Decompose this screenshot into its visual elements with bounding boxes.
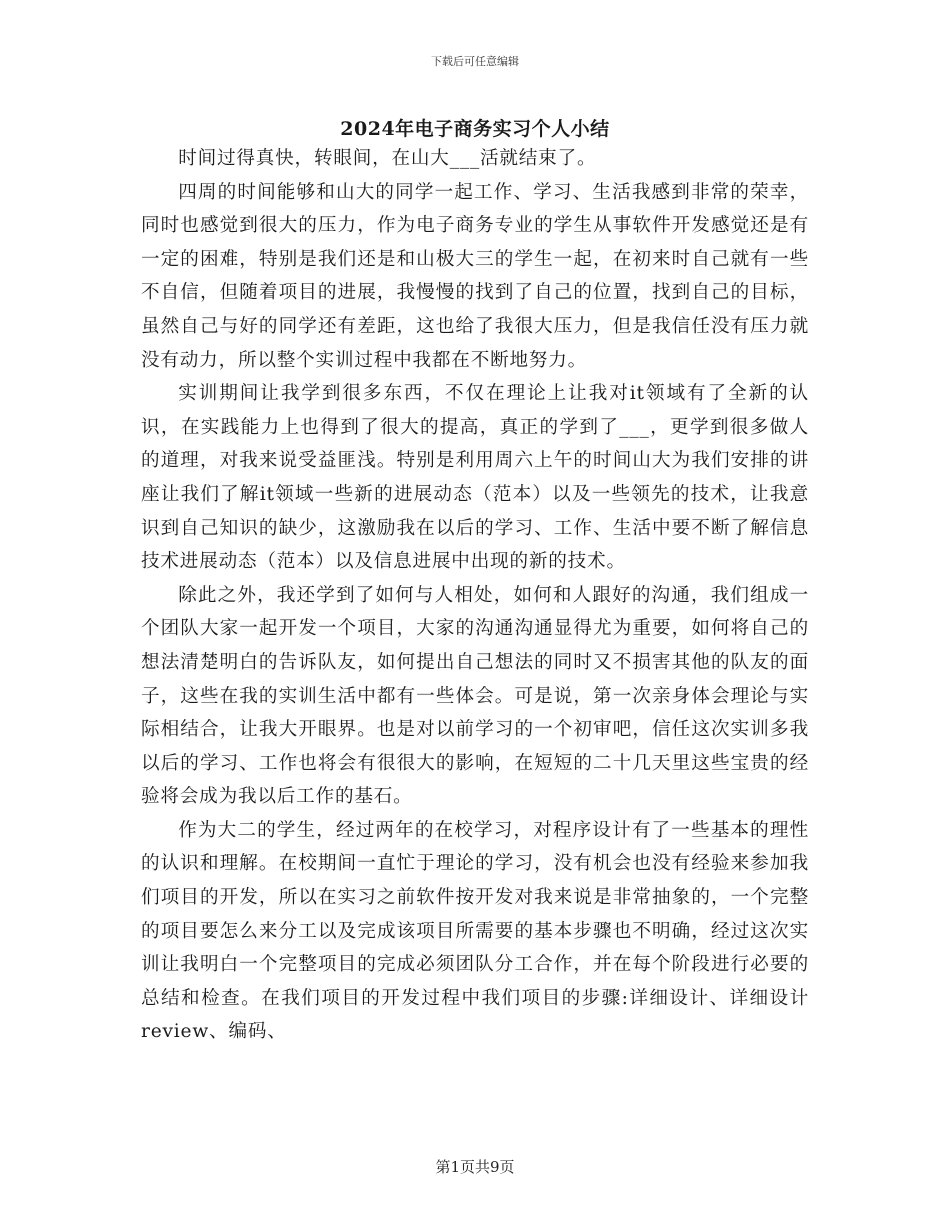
paragraph: 四周的时间能够和山大的同学一起工作、学习、生活我感到非常的荣幸，同时也感觉到很大的压力，作为电子商务专业的学生从事软件开发感觉还是有一定的困难，特别是我们还是和山极大三的学生一起，在初来时自己就有一些不自信，但随着项目的进展，我慢慢的找到了自己的位置，找到自己的目标，虽然自己与好的同学还有差距，这也给了我很大压力，但是我信任没有压力就没有动力，所以整个实训过程中我都在不断地努力。 xyxy=(141,181,809,371)
paragraph: 作为大二的学生，经过两年的在校学习，对程序设计有了一些基本的理性的认识和理解。在校期间一直忙于理论的学习，没有机会也没有经验来参加我们项目的开发，所以在实习之前软件按开发对我来说是非常抽象的，一个完整的项目要怎么来分工以及完成该项目所需要的基本步骤也不明确，经过这次实训让我明白一个完整项目的完成必须团队分工合作，并在每个阶段进行必要的总结和检查。在我们项目的开发过程中我们项目的步骤:详细设计、详细设计review、编码、 xyxy=(141,819,809,1043)
paragraph: 时间过得真快，转眼间，在山大___活就结束了。 xyxy=(178,148,597,169)
document-title: 2024年电子商务实习个人小结 xyxy=(340,118,610,140)
page-number: 第1页共9页 xyxy=(435,1158,515,1176)
paragraph: 实训期间让我学到很多东西，不仅在理论上让我对it领域有了全新的认识，在实践能力上也得到了很大的提高，真正的学到了___，更学到很多做人的道理，对我来说受益匪浅。特别是利用周六上午的时间山大为我们安排的讲座让我们了解it领域一些新的进展动态（范本）以及一些领先的技术，让我意识到自己知识的缺少，这激励我在以后的学习、工作、生活中要不断了解信息技术进展动态（范本）以及信息进展中出现的新的技术。 xyxy=(141,383,809,573)
document-body xyxy=(141,142,809,1049)
paragraph: 除此之外，我还学到了如何与人相处，如何和人跟好的沟通，我们组成一个团队大家一起开发一个项目，大家的沟通沟通显得尤为重要，如何将自己的想法清楚明白的告诉队友，如何提出自己想法的同时又不损害其他的队友的面子，这些在我的实训生活中都有一些体会。可是说，第一次亲身体会理论与实际相结合，让我大开眼界。也是对以前学习的一个初审吧，信任这次实训多我以后的学习、工作也将会有很很大的影响，在短短的二十几天里这些宝贵的经验将会成为我以后工作的基石。 xyxy=(141,584,809,808)
header-note: 下载后可任意编辑 xyxy=(431,55,519,68)
